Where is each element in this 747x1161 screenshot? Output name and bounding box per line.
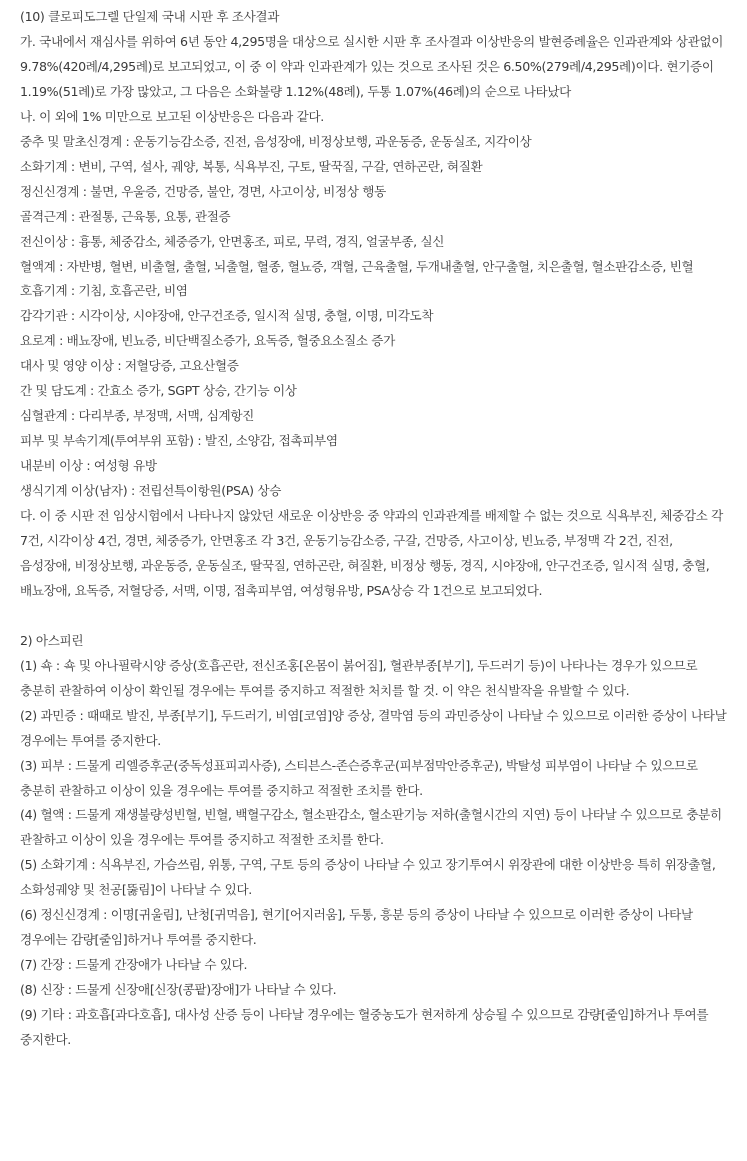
category-blood: 혈액계 : 자반병, 혈변, 비출혈, 출혈, 뇌출혈, 혈종, 혈뇨증, 객혈, 근육출혈, 두개내출혈, 안구출혈, 치은출혈, 혈소판감소증, 빈혈 [20, 258, 694, 274]
category-musculoskeletal: 골격근계 : 관절통, 근육통, 요통, 관절증 [20, 208, 231, 224]
aspirin-item-liver: (7) 간장 : 드물게 간장애가 나타날 수 있다. [20, 957, 248, 973]
aspirin-item-kidney: (8) 신장 : 드물게 신장애[신장(콩팥)장애]가 나타날 수 있다. [20, 982, 337, 998]
aspirin-item-digestive: (5) 소화기계 : 식욕부진, 가슴쓰림, 위통, 구역, 구토 등의 증상이 나타날 수 있고 장기투여시 위장관에 대한 이상반응 특히 위장출혈, 소화성궤양 및 천공[뚫림]이 나타날 수 있다. [20, 857, 716, 898]
section-heading-aspirin: 2) 아스피린 [20, 632, 84, 648]
category-psychiatric: 정신신경계 : 불면, 우울증, 건망증, 불안, 경면, 사고이상, 비정상 행동 [20, 183, 386, 199]
category-respiratory: 호흡기계 : 기침, 호흡곤란, 비염 [20, 283, 188, 299]
aspirin-item-shock: (1) 쇽 : 쇽 및 아나필락시양 증상(호흡곤란, 전신조홍[온몸이 붉어짐], 혈관부종[부기], 두드러기 등)이 나타나는 경우가 있으므로 충분히 관찰하여 이상이 확인될 경우에는 투여를 중지하고 적절한 처치를 할 것. 이 약은 천식발작을 유발할 수 있다. [20, 657, 698, 698]
category-general: 전신이상 : 흉통, 체중감소, 체중증가, 안면홍조, 피로, 무력, 경직, 얼굴부종, 실신 [20, 233, 445, 249]
blank-line [20, 604, 727, 629]
paragraph-ga: 가. 국내에서 재심사를 위하여 6년 동안 4,295명을 대상으로 실시한 시판 후 조사결과 이상반응의 발현증례율은 인과관계와 상관없이 9.78%(420례/4,295례)로 보고되었고, 이 중 이 약과 인과관계가 있는 것으로 조사된 것은 6.50%(279례/4,295례)이다. 현기증이 1.19%(51례)로 가장 많았고, 그 다음은 소화불량 1.12%(48례), 두통 1.07%(46례)의 순으로 나타났다 [20, 33, 724, 99]
paragraph-da: 다. 이 중 시판 전 임상시험에서 나타나지 않았던 새로운 이상반응 중 약과의 인과관계를 배제할 수 없는 것으로 식욕부진, 체중감소 각 7건, 시각이상 4건, 경면, 체중증가, 안면홍조 각 3건, 운동기능감소증, 구갈, 건망증, 사고이상, 빈뇨증, 부정맥 각 2건, 진전, 음성장애, 비정상보행, 과운동증, 운동실조, 딸꾹질, 연하곤란, 혀질환, 비정상 행동, 경직, 시야장애, 안구건조증, 일시적 실명, 충혈, 배뇨장애, 요독증, 저혈당증, 서맥, 이명, 접촉피부염, 여성형유방, PSA상승 각 1건으로 보고되었다. [20, 508, 723, 598]
aspirin-item-blood: (4) 혈액 : 드물게 재생불량성빈혈, 빈혈, 백혈구감소, 혈소판감소, 혈소판기능 저하(출혈시간의 지연) 등이 나타날 수 있으므로 충분히 관찰하고 이상이 있을 경우에는 투여를 중지하고 적절한 조치를 한다. [20, 807, 722, 848]
category-cardiovascular: 심혈관계 : 다리부종, 부정맥, 서맥, 심계항진 [20, 408, 254, 424]
category-reproductive-male: 생식기계 이상(남자) : 전립선특이항원(PSA) 상승 [20, 483, 282, 499]
aspirin-item-other: (9) 기타 : 과호흡[과다호흡], 대사성 산증 등이 나타날 경우에는 혈중농도가 현저하게 상승될 수 있으므로 감량[줄임]하거나 투여를 중지한다. [20, 1007, 709, 1048]
section-heading-clopidogrel: (10) 클로피도그렐 단일제 국내 시판 후 조사결과 [20, 9, 280, 24]
aspirin-item-neuro: (6) 정신신경계 : 이명[귀울림], 난청[귀먹음], 현기[어지러움], 두통, 흥분 등의 증상이 나타날 수 있으므로 이러한 증상이 나타날 경우에는 감량[줄임]하거나 투여를 중지한다. [20, 907, 693, 948]
category-metabolism: 대사 및 영양 이상 : 저혈당증, 고요산혈증 [20, 358, 239, 374]
category-skin: 피부 및 부속기계(투여부위 포함) : 발진, 소양감, 접촉피부염 [20, 433, 338, 449]
aspirin-item-hypersensitivity: (2) 과민증 : 때때로 발진, 부종[부기], 두드러기, 비염[코염]양 증상, 결막염 등의 과민증상이 나타날 수 있으므로 이러한 증상이 나타날 경우에는 투여를 중지한다. [20, 707, 727, 748]
category-hepatobiliary: 간 및 담도계 : 간효소 증가, SGPT 상승, 간기능 이상 [20, 383, 297, 399]
category-sensory: 감각기관 : 시각이상, 시야장애, 안구건조증, 일시적 실명, 충혈, 이명, 미각도착 [20, 308, 434, 324]
category-digestive: 소화기계 : 변비, 구역, 설사, 궤양, 복통, 식욕부진, 구토, 딸꾹질, 구갈, 연하곤란, 혀질환 [20, 158, 483, 174]
category-urinary: 요로계 : 배뇨장애, 빈뇨증, 비단백질소증가, 요독증, 혈중요소질소 증가 [20, 333, 395, 349]
category-cns: 중추 및 말초신경계 : 운동기능감소증, 진전, 음성장애, 비정상보행, 과운동증, 운동실조, 지각이상 [20, 133, 532, 149]
paragraph-na: 나. 이 외에 1% 미만으로 보고된 이상반응은 다음과 같다. [20, 108, 324, 124]
aspirin-item-skin: (3) 피부 : 드물게 리엘증후군(중독성표피괴사증), 스티븐스-존슨증후군(피부점막안증후군), 박탈성 피부염이 나타날 수 있으므로 충분히 관찰하고 이상이 있을 경우에는 투여를 중지하고 적절한 조치를 한다. [20, 757, 698, 798]
category-endocrine: 내분비 이상 : 여성형 유방 [20, 458, 157, 474]
